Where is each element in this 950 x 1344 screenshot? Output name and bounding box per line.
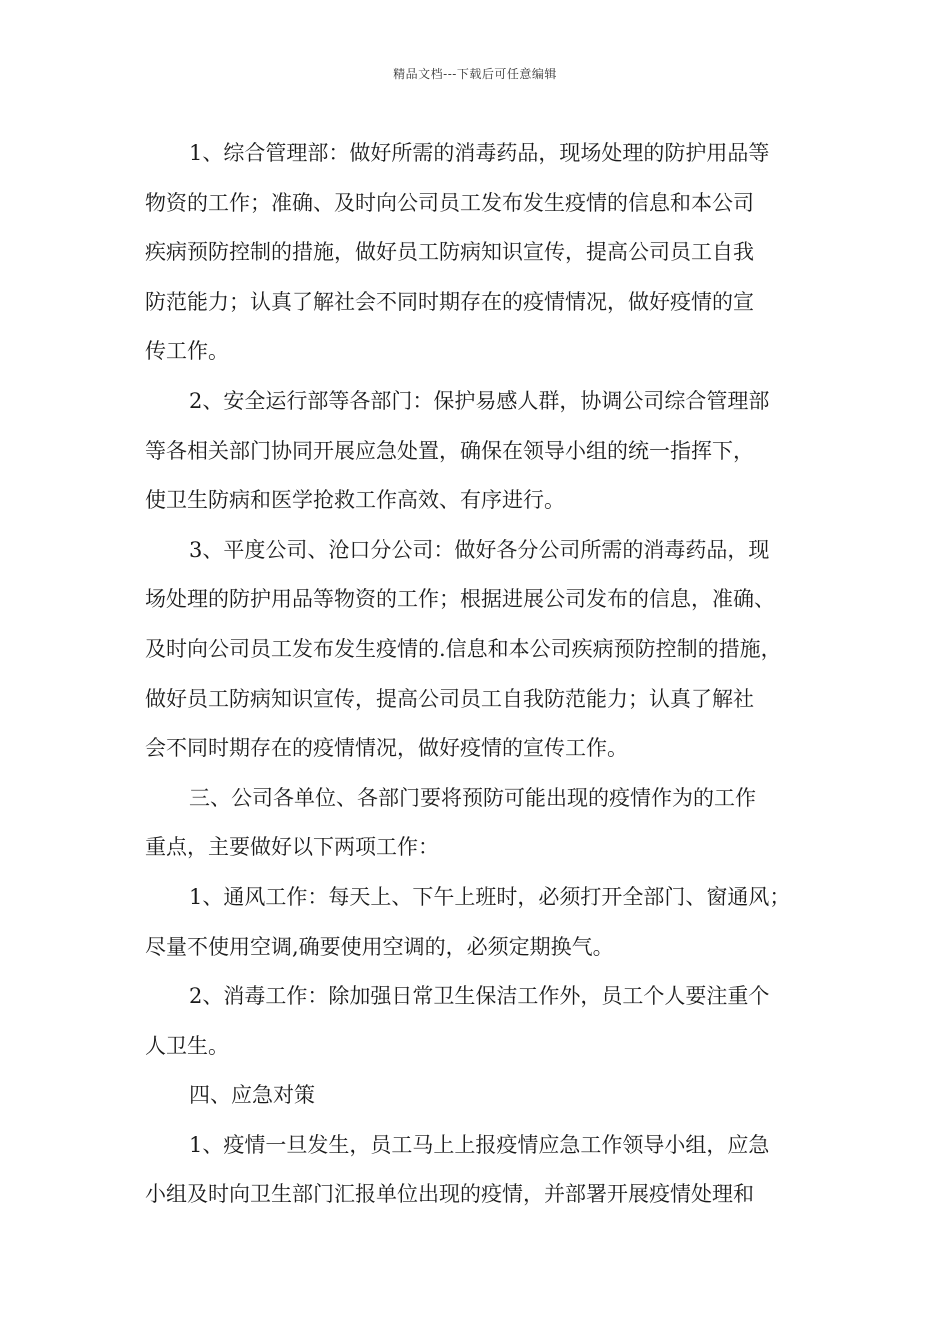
- text-line: 1、疫情一旦发生，员工马上上报疫情应急工作领导小组，应急: [189, 1132, 770, 1157]
- text-line: 防范能力；认真了解社会不同时期存在的疫情情况，做好疫情的宣: [145, 289, 754, 314]
- text-line: 使卫生防病和医学抢救工作高效、有序进行。: [145, 488, 565, 513]
- page-header: 精品文档---下载后可任意编辑: [393, 67, 557, 81]
- text-line: 人卫生。: [145, 1033, 229, 1058]
- text-line: 疾病预防控制的措施，做好员工防病知识宣传，提高公司员工自我: [145, 240, 754, 265]
- text-line: 2、消毒工作：除加强日常卫生保洁工作外，员工个人要注重个: [189, 984, 770, 1009]
- text-line: 传工作。: [145, 339, 229, 364]
- text-line: 重点，主要做好以下两项工作：: [145, 835, 439, 860]
- text-line: 三、公司各单位、各部门要将预防可能出现的疫情作为的工作: [189, 785, 756, 810]
- text-line: 2、安全运行部等各部门：保护易感人群，协调公司综合管理部: [189, 388, 770, 413]
- text-line: 1、通风工作：每天上、下午上班时，必须打开全部门、窗通风；: [189, 884, 791, 909]
- text-line: 会不同时期存在的疫情情况，做好疫情的宣传工作。: [145, 736, 628, 761]
- text-line: 物资的工作；准确、及时向公司员工发布发生疫情的信息和本公司: [145, 190, 754, 215]
- text-line: 尽量不使用空调,确要使用空调的，必须定期换气。: [145, 934, 614, 959]
- document-body: [145, 129, 810, 1220]
- text-line: 场处理的防护用品等物资的工作；根据进展公司发布的信息，准确、: [145, 587, 775, 612]
- text-line: 四、应急对策: [189, 1083, 315, 1108]
- text-line: 做好员工防病知识宣传，提高公司员工自我防范能力；认真了解社: [145, 686, 754, 711]
- text-line: 及时向公司员工发布发生疫情的.信息和本公司疾病预防控制的措施，: [145, 636, 782, 661]
- text-line: 3、平度公司、沧口分公司：做好各分公司所需的消毒药品，现: [189, 537, 770, 562]
- text-line: 小组及时向卫生部门汇报单位出现的疫情，并部署开展疫情处理和: [145, 1182, 754, 1207]
- text-line: 等各相关部门协同开展应急处置，确保在领导小组的统一指挥下，: [145, 438, 754, 463]
- text-line: 1、综合管理部：做好所需的消毒药品，现场处理的防护用品等: [189, 141, 770, 165]
